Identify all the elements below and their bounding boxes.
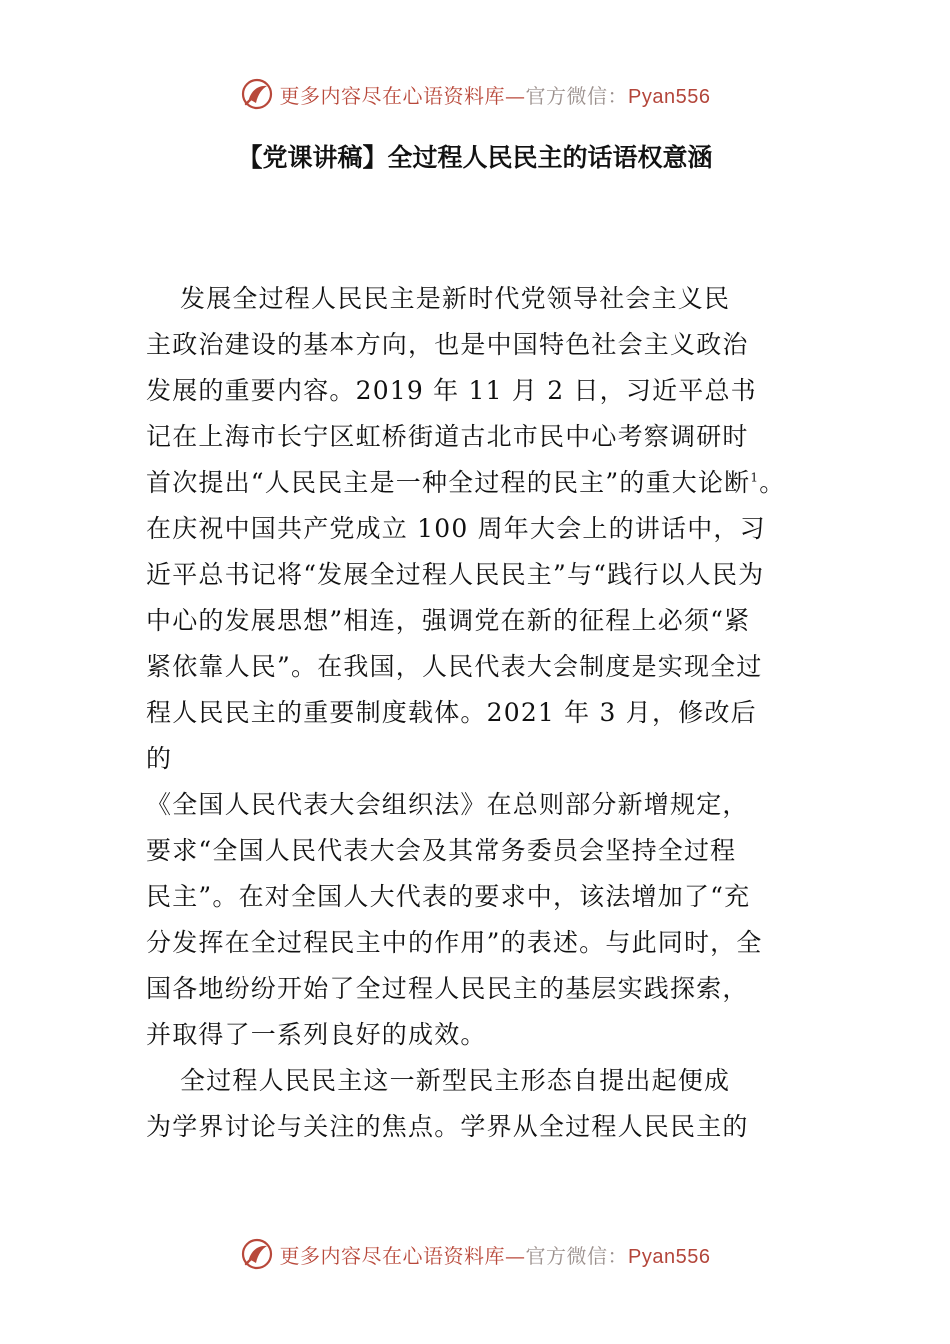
paragraph-1 (146, 276, 810, 1058)
text-line: 《全国人民代表大会组织法》在总则部分新增规定， (146, 790, 749, 819)
text-line: 的 (146, 744, 173, 773)
watermark-site: 更多内容尽在心语资料库 (279, 83, 506, 108)
text-line: 在庆祝中国共产党成立 100 周年大会上的讲话中，习 (146, 514, 766, 543)
page-title: 【党课讲稿】全过程人民民主的话语权意涵 (237, 143, 713, 172)
text-line: 民主”。在对全国人大代表的要求中，该法增加了“充 (146, 882, 751, 911)
text-line: 并取得了一系列良好的成效。 (146, 1020, 487, 1049)
logo-icon (240, 1237, 274, 1271)
watermark-separator: — (505, 83, 526, 108)
header-watermark (0, 72, 950, 116)
text-line: 主政治建设的基本方向，也是中国特色社会主义政治 (146, 330, 749, 359)
text-line: 发展全过程人民民主是新时代党领导社会主义民 (180, 284, 731, 313)
text-line: 首次提出“人民民主是一种全过程的民主”的重大论断 (146, 468, 751, 497)
text-line: 程人民民主的重要制度载体。2021 年 3 月，修改后 (146, 698, 757, 727)
watermark-text (280, 80, 711, 109)
watermark-text (280, 1240, 711, 1269)
logo-icon (240, 77, 274, 111)
watermark-label: 官方微信： (525, 83, 629, 108)
watermark-wechat-id: Pyan556 (628, 1245, 711, 1268)
text-line-tail: 。 (759, 468, 786, 497)
text-line: 发展的重要内容。2019 年 11 月 2 日，习近平总书 (146, 376, 757, 405)
watermark-label: 官方微信： (525, 1243, 629, 1268)
text-line: 全过程人民民主这一新型民主形态自提出起便成 (180, 1066, 731, 1095)
footnote-mark[interactable]: 1 (750, 470, 760, 485)
text-line: 为学界讨论与关注的焦点。学界从全过程人民民主的 (146, 1112, 749, 1141)
text-line: 中心的发展思想”相连，强调党在新的征程上必须“紧 (146, 606, 751, 635)
text-line: 要求“全国人民代表大会及其常务委员会坚持全过程 (146, 836, 737, 865)
text-line: 记在上海市长宁区虹桥街道古北市民中心考察调研时 (146, 422, 749, 451)
footer-watermark (0, 1232, 950, 1276)
paragraph-2 (146, 1058, 810, 1150)
watermark-separator: — (505, 1243, 526, 1268)
text-line: 近平总书记将“发展全过程人民民主”与“践行以人民为 (146, 560, 765, 589)
text-line: 分发挥在全过程民主中的作用”的表述。与此同时，全 (146, 928, 763, 957)
text-line: 国各地纷纷开始了全过程人民民主的基层实践探索， (146, 974, 749, 1003)
text-line: 紧依靠人民”。在我国，人民代表大会制度是实现全过 (146, 652, 763, 681)
text-line-with-footnote (146, 460, 810, 506)
watermark-site: 更多内容尽在心语资料库 (279, 1243, 506, 1268)
watermark-wechat-id: Pyan556 (628, 85, 711, 108)
